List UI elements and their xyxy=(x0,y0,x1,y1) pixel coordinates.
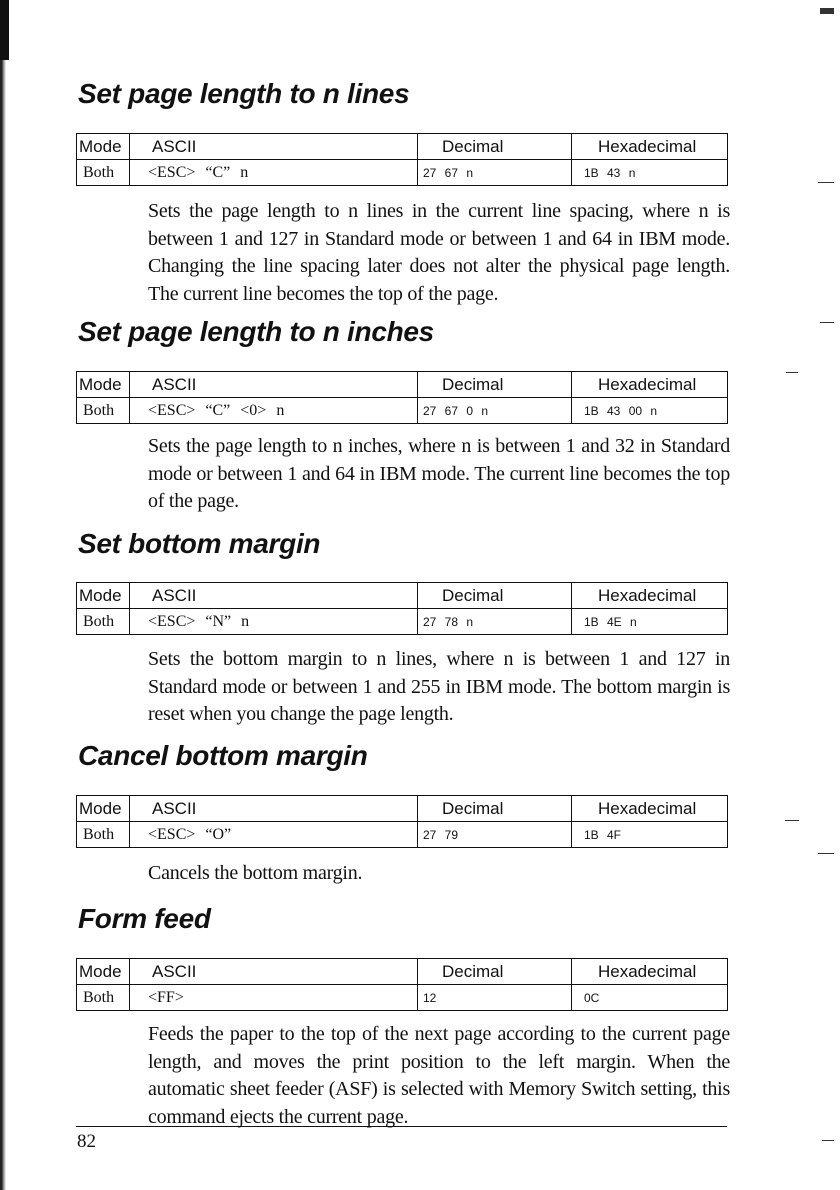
cell-mode: Both xyxy=(77,985,130,1011)
cell-mode: Both xyxy=(77,398,130,424)
section-heading: Set page length to n lines xyxy=(78,78,410,109)
cell-ascii: <ESC> “N” n xyxy=(130,609,418,635)
margin-mark xyxy=(818,853,834,854)
table-header-row xyxy=(77,583,728,609)
cell-mode: Both xyxy=(77,609,130,635)
margin-mark xyxy=(786,372,798,373)
command-table xyxy=(76,958,728,1011)
header-hexadecimal: Hexadecimal xyxy=(572,372,728,398)
header-ascii: ASCII xyxy=(130,959,418,985)
header-decimal: Decimal xyxy=(418,583,572,609)
section-heading: Set page length to n inches xyxy=(78,316,434,347)
cell-ascii: <ESC> “C” <0> n xyxy=(130,398,418,424)
header-hexadecimal: Hexadecimal xyxy=(572,796,728,822)
header-ascii: ASCII xyxy=(130,796,418,822)
table-row xyxy=(77,398,728,424)
header-mode: Mode xyxy=(77,959,130,985)
table-header-row xyxy=(77,796,728,822)
header-decimal: Decimal xyxy=(418,134,572,160)
header-ascii: ASCII xyxy=(130,372,418,398)
header-hexadecimal: Hexadecimal xyxy=(572,583,728,609)
cell-ascii: <ESC> “O” xyxy=(130,822,418,848)
section-description: Cancels the bottom margin. xyxy=(148,862,363,884)
header-mode: Mode xyxy=(77,372,130,398)
cell-ascii: <ESC> “C” n xyxy=(130,160,418,186)
cell-decimal: 27 67 n xyxy=(418,160,572,186)
header-hexadecimal: Hexadecimal xyxy=(572,959,728,985)
header-mode: Mode xyxy=(77,134,130,160)
footer-rule xyxy=(76,1126,727,1127)
scan-edge-mark xyxy=(0,0,9,60)
command-table xyxy=(76,133,728,186)
section-description: Sets the bottom margin to n lines, where n is between 1 and 127 in Standard mode or between 1 and 255 in IBM mode. The bottom margin is reset when you change the page length. xyxy=(148,648,730,725)
cell-ascii: <FF> xyxy=(130,985,418,1011)
cell-hexadecimal: 1B 43 n xyxy=(572,160,728,186)
header-mode: Mode xyxy=(77,583,130,609)
header-ascii: ASCII xyxy=(130,134,418,160)
section-heading: Set bottom margin xyxy=(78,528,321,559)
header-decimal: Decimal xyxy=(418,796,572,822)
margin-mark xyxy=(820,322,834,323)
cell-hexadecimal: 0C xyxy=(572,985,728,1011)
section-description: Sets the page length to n inches, where n is between 1 and 32 in Standard mode or between 1 and 64 in IBM mode. The current line becomes the top of the page. xyxy=(148,435,730,512)
header-mode: Mode xyxy=(77,796,130,822)
table-row xyxy=(77,985,728,1011)
margin-mark xyxy=(820,8,834,14)
command-table xyxy=(76,795,728,848)
scan-edge-shadow xyxy=(0,0,6,1190)
table-row xyxy=(77,822,728,848)
table-header-row xyxy=(77,372,728,398)
table-header-row xyxy=(77,134,728,160)
header-decimal: Decimal xyxy=(418,372,572,398)
table-row xyxy=(77,160,728,186)
header-hexadecimal: Hexadecimal xyxy=(572,134,728,160)
section-heading: Cancel bottom margin xyxy=(78,740,368,771)
cell-decimal: 27 79 xyxy=(418,822,572,848)
section-description: Sets the page length to n lines in the current line spacing, where n is between 1 and 127 in Standard mode or between 1 and 64 in IBM mode. Changing the line spacing later does not alter the physical page length. The current line becomes the top of the page. xyxy=(148,200,730,305)
cell-hexadecimal: 1B 43 00 n xyxy=(572,398,728,424)
cell-mode: Both xyxy=(77,160,130,186)
page-number: 82 xyxy=(77,1131,96,1152)
table-row xyxy=(77,609,728,635)
cell-decimal: 27 78 n xyxy=(418,609,572,635)
cell-decimal: 27 67 0 n xyxy=(418,398,572,424)
cell-hexadecimal: 1B 4F xyxy=(572,822,728,848)
cell-hexadecimal: 1B 4E n xyxy=(572,609,728,635)
header-ascii: ASCII xyxy=(130,583,418,609)
command-table xyxy=(76,371,728,424)
cell-mode: Both xyxy=(77,822,130,848)
cell-decimal: 12 xyxy=(418,985,572,1011)
command-table xyxy=(76,582,728,635)
section-description: Feeds the paper to the top of the next page according to the current page length, and moves the print position to the left margin. When the automatic sheet feeder (ASF) is selected with Memory Switch setting, this command ejects the current page. xyxy=(148,1023,730,1128)
margin-mark xyxy=(818,182,834,183)
table-header-row xyxy=(77,959,728,985)
margin-mark xyxy=(822,1140,834,1141)
margin-mark xyxy=(785,820,799,821)
header-decimal: Decimal xyxy=(418,959,572,985)
section-heading: Form feed xyxy=(78,903,211,934)
